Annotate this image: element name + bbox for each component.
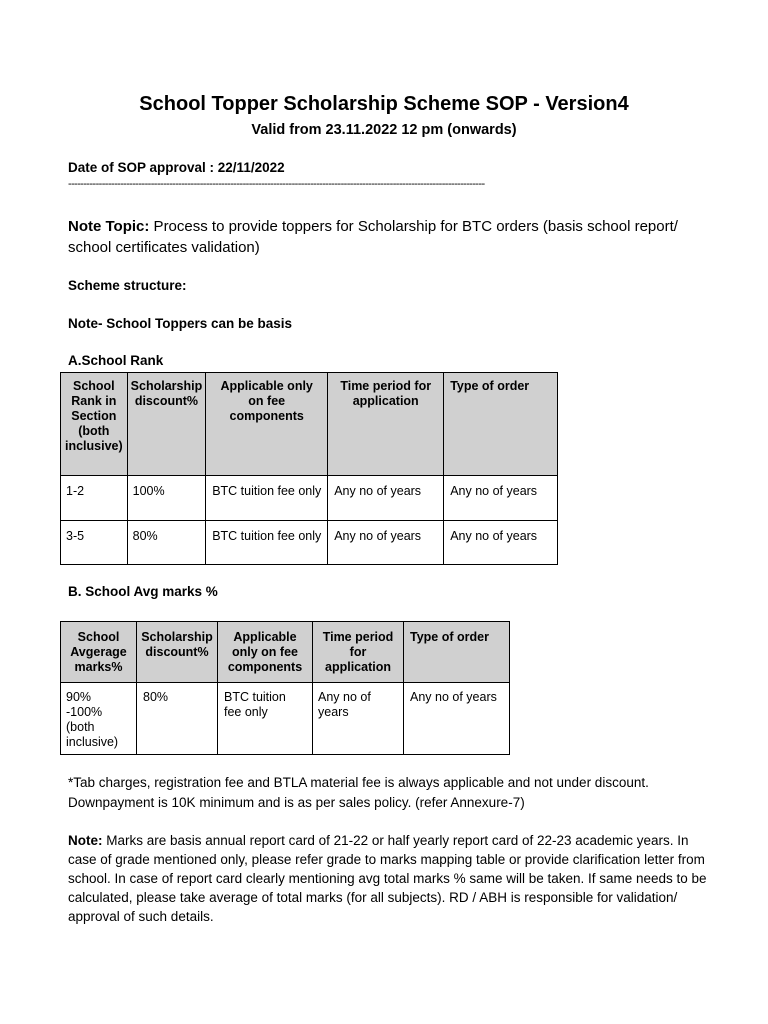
note-topic <box>68 216 708 258</box>
header-cell: Scholarship discount% <box>137 622 218 683</box>
table-cell: 1-2 <box>61 476 128 521</box>
table-row <box>61 521 558 565</box>
table-cell: 80% <box>127 521 206 565</box>
table-cell: Any no of years <box>328 476 444 521</box>
header-cell: Time period for application <box>313 622 404 683</box>
footnote: *Tab charges, registration fee and BTLA material fee is always applicable and not under discount. Downpayment is 10K minimum and is as per sales policy. (refer Annexure-7) <box>68 775 649 810</box>
school-rank-table <box>60 372 558 565</box>
header-cell: Type of order <box>404 622 510 683</box>
note-topic-text: Process to provide toppers for Scholarship for BTC orders (basis school report/ school certificates validation) <box>68 218 678 256</box>
table-cell: BTC tuition fee only <box>206 476 328 521</box>
separator-line: ---------------------------------------------------------------------------------------------------------------------------------------- <box>68 178 485 190</box>
table-cell: Any no of years <box>313 683 404 755</box>
marks-note-label: Note: <box>68 833 103 848</box>
marks-note-text: Marks are basis annual report card of 21-22 or half yearly report card of 22-23 academic years. In case of grade mentioned only, please refer grade to marks mapping table or provide clarification letter from school. In case of report card clearly mentioning avg total marks % same will be taken. If same needs to be calculated, please take average of total marks (for all subjects). RD / ABH is responsible for validation/ approval of such details. <box>68 833 707 924</box>
validity-subtitle: Valid from 23.11.2022 12 pm (onwards) <box>251 122 517 138</box>
header-cell: Applicable only on fee components <box>218 622 313 683</box>
table-cell: 90% -100% (both inclusive) <box>61 683 137 755</box>
table-cell: Any no of years <box>444 521 558 565</box>
note-basis: Note- School Toppers can be basis <box>68 316 293 331</box>
table-cell: BTC tuition fee only <box>206 521 328 565</box>
header-cell: Applicable only on fee components <box>206 373 328 476</box>
table-cell: 100% <box>127 476 206 521</box>
table-header-row <box>61 622 510 683</box>
marks-note <box>68 831 708 926</box>
header-cell: Time period for application <box>328 373 444 476</box>
table-cell: Any no of years <box>328 521 444 565</box>
table-cell: Any no of years <box>404 683 510 755</box>
header-cell: Scholarship discount% <box>127 373 206 476</box>
table-cell: 80% <box>137 683 218 755</box>
table-cell: Any no of years <box>444 476 558 521</box>
section-a-heading: A.School Rank <box>68 353 164 368</box>
scheme-structure-heading: Scheme structure: <box>68 278 187 293</box>
table-cell: 3-5 <box>61 521 128 565</box>
table-header-row <box>61 373 558 476</box>
header-cell: Type of order <box>444 373 558 476</box>
table-row <box>61 476 558 521</box>
header-cell: School Avgerage marks% <box>61 622 137 683</box>
approval-date: Date of SOP approval : 22/11/2022 <box>68 160 285 175</box>
section-b-heading: B. School Avg marks % <box>68 584 218 599</box>
note-topic-label: Note Topic: <box>68 218 150 235</box>
avg-marks-table <box>60 621 510 755</box>
document-title: School Topper Scholarship Scheme SOP - Version4 <box>139 93 629 115</box>
table-row <box>61 683 510 755</box>
header-cell: School Rank in Section (both inclusive) <box>61 373 128 476</box>
table-cell: BTC tuition fee only <box>218 683 313 755</box>
